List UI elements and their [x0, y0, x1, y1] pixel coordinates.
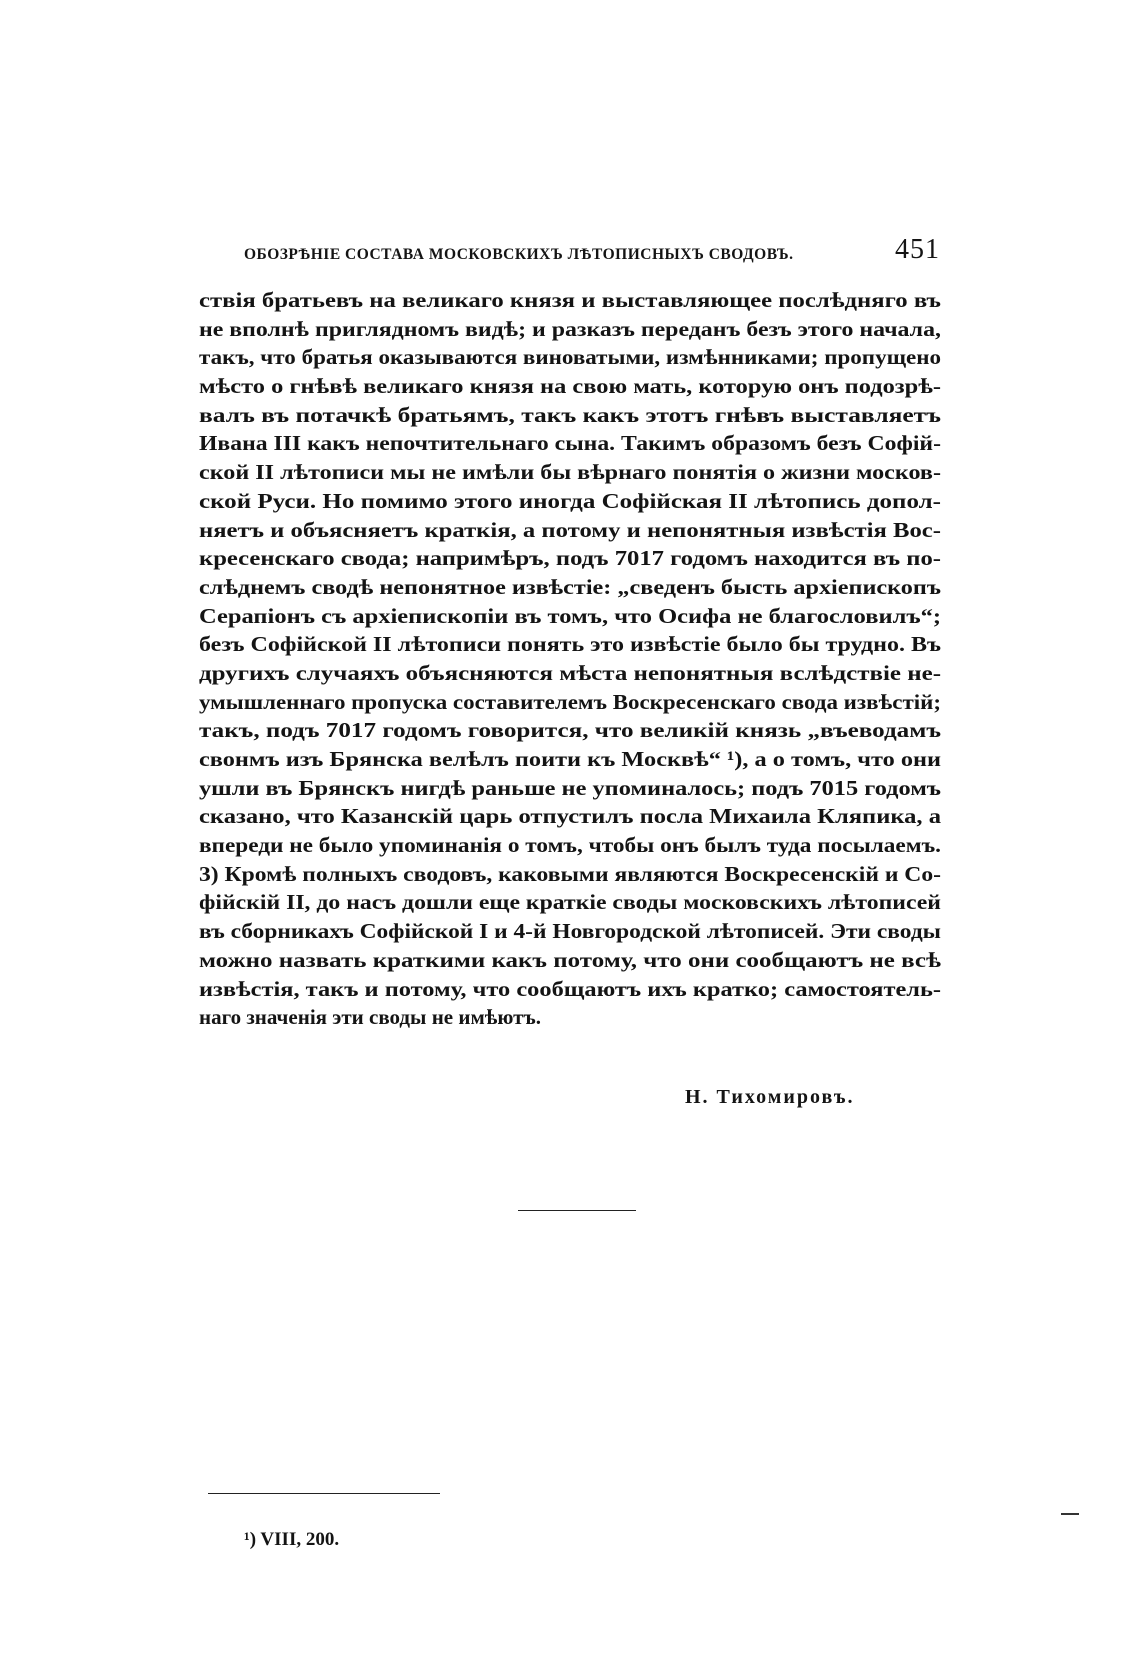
text-line — [199, 573, 941, 602]
text-line — [199, 1003, 941, 1032]
text-line-content: слѣднемъ сводѣ непонятное извѣстіе: „сведенъ бысть архіепископъ — [199, 574, 941, 599]
text-line — [199, 774, 941, 803]
text-line-content: наго значенія эти своды не имѣютъ. — [199, 1005, 541, 1030]
text-line-content: извѣстія, такъ и потому, что сообщаютъ ихъ кратко; самостоятель- — [199, 976, 942, 1001]
author-signature: Н. Тихомировъ. — [685, 1086, 855, 1108]
text-line-content: такъ, подъ 7017 годомъ говорится, что великій князь „въеводамъ — [199, 718, 941, 743]
text-line — [199, 544, 941, 573]
text-line-content: валъ въ потачкѣ братьямъ, такъ какъ этотъ гнѣвъ выставляетъ — [199, 402, 942, 427]
text-line — [199, 630, 941, 659]
text-line-content: такъ, что братья оказываются виноватыми, измѣнниками; пропущено — [199, 345, 942, 370]
scan-edge-mark — [1061, 1513, 1079, 1515]
text-line — [199, 343, 941, 372]
text-line-content: впереди не было упоминанія о томъ, чтобы онъ былъ туда посылаемъ. — [199, 833, 941, 858]
text-line — [199, 286, 941, 315]
text-line — [199, 888, 941, 917]
text-line-content: Ивана III какъ непочтительнаго сына. Такимъ образомъ безъ Софій- — [199, 431, 941, 456]
text-line-content: ствія братьевъ на великаго князя и выставляющее послѣдняго въ — [199, 288, 941, 312]
text-line-content: няетъ и объясняетъ краткія, а потому и непонятныя извѣстія Вос- — [199, 517, 941, 542]
text-line — [199, 688, 941, 717]
text-line-content: не вполнѣ приглядномъ видѣ; и разказъ переданъ безъ этого начала, — [199, 316, 941, 341]
page-number: 451 — [895, 234, 940, 265]
section-divider — [518, 1210, 636, 1211]
text-line-content: ской Руси. Но помимо этого иногда Софійская II лѣтопись допол- — [199, 488, 942, 513]
text-line — [199, 401, 941, 430]
text-line-content: свонмъ изъ Брянска велѣлъ поити къ Москвѣ“ ¹), а о томъ, что они — [199, 747, 942, 771]
text-line-content: другихъ случаяхъ объясняются мѣста непонятныя вслѣдствіе не- — [199, 660, 942, 685]
text-line — [199, 487, 941, 516]
footnote: ¹) VIII, 200. — [244, 1529, 340, 1550]
running-title: ОБОЗРѢНІЕ СОСТАВА МОСКОВСКИХЪ ЛѢТОПИСНЫХЪ СВОДОВЪ. — [244, 246, 794, 263]
text-line-content: 3) Кромѣ полныхъ сводовъ, каковыми являются Воскресенскій и Со- — [199, 861, 942, 886]
text-line — [199, 745, 941, 774]
text-line — [199, 516, 941, 545]
running-head — [198, 234, 940, 268]
text-line — [199, 429, 941, 458]
footnote-rule — [208, 1493, 440, 1494]
text-line — [199, 975, 941, 1004]
text-line — [199, 917, 941, 946]
text-line — [199, 716, 941, 745]
text-line — [199, 860, 941, 889]
text-line-content: въ сборникахъ Софійской I и 4-й Новгородской лѣтописей. Эти своды — [199, 919, 941, 944]
text-line-content: умышленнаго пропуска составителемъ Воскресенскаго свода извѣстій; — [199, 689, 942, 714]
text-line-content: безъ Софійской II лѣтописи понять это извѣстіе было бы трудно. Въ — [199, 632, 942, 657]
text-line — [199, 458, 941, 487]
text-line — [199, 659, 941, 688]
text-line-content: Серапіонъ съ архіепископіи въ томъ, что Осифа не благословилъ“; — [199, 603, 942, 628]
text-line-content: ской II лѣтописи мы не имѣли бы вѣрнаго понятія о жизни москов- — [199, 460, 941, 485]
text-line-content: кресенскаго свода; напримѣръ, подъ 7017 годомъ находится въ по- — [199, 546, 942, 571]
text-line — [199, 946, 941, 975]
text-line — [199, 802, 941, 831]
text-line-content: сказано, что Казанскій царь отпустилъ посла Михаила Кляпика, а — [199, 804, 942, 829]
text-line — [199, 372, 941, 401]
text-line — [199, 315, 941, 344]
text-line-content: можно назвать краткими какъ потому, что они сообщаютъ не всѣ — [199, 947, 941, 972]
text-line-content: ушли въ Брянскъ нигдѣ раньше не упоминалось; подъ 7015 годомъ — [199, 775, 942, 800]
text-line-content: фійскій II, до насъ дошли еще краткіе своды московскихъ лѣтописей — [199, 890, 941, 915]
text-line — [199, 602, 941, 631]
body-text — [199, 286, 941, 1032]
text-line — [199, 831, 941, 860]
text-line-content: мѣсто о гнѣвѣ великаго князя на свою мать, которую онъ подозрѣ- — [199, 374, 941, 399]
